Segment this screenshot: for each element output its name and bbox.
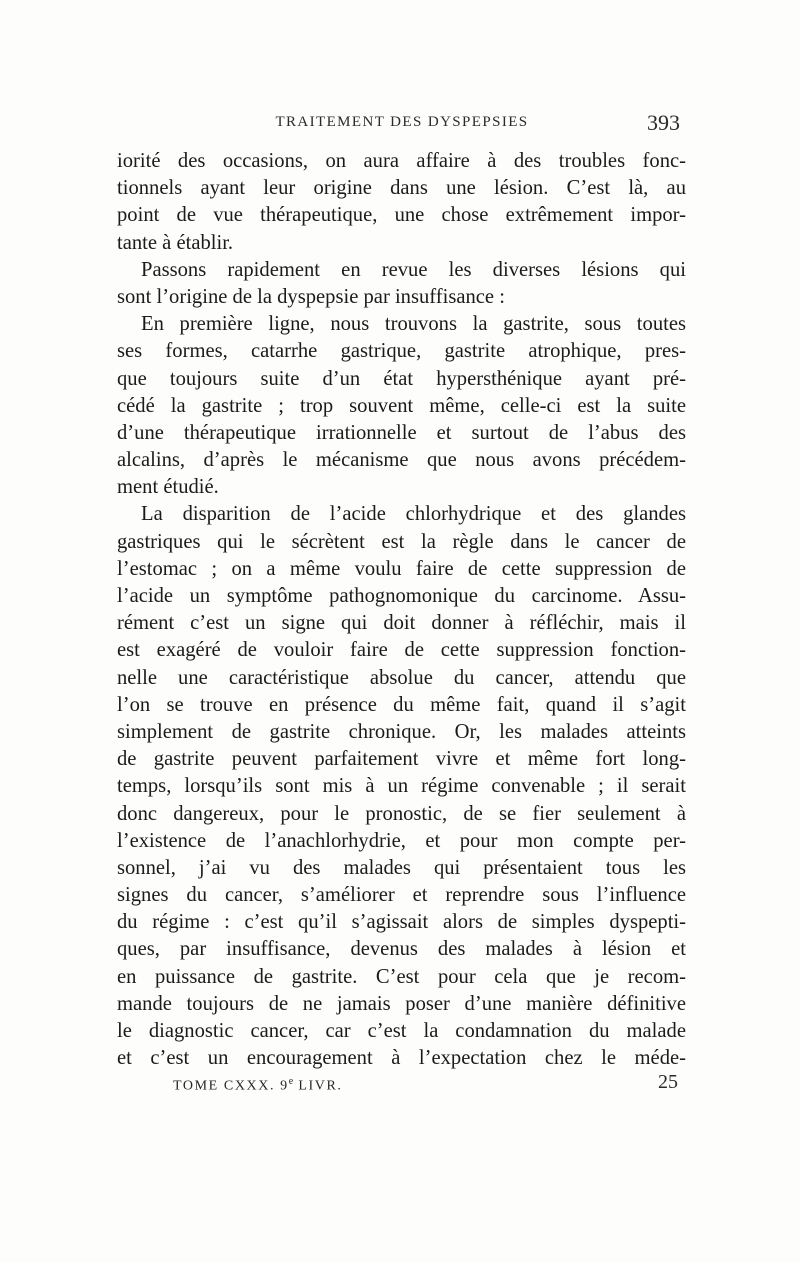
text-line: iorité des occasions, on aura affaire à des troubles fonc- (117, 150, 686, 172)
text-line: l’acide un symptôme pathognomonique du carcinome. Assu- (117, 585, 686, 607)
text-line: du régime : c’est qu’il s’agissait alors de simples dyspepti- (117, 911, 686, 934)
text-line: La disparition de l’acide chlorhydrique et des glandes (141, 503, 686, 526)
sheet-number: 25 (658, 1071, 678, 1093)
text-line: En première ligne, nous trouvons la gastrite, sous toutes (141, 313, 686, 336)
text-line: nelle une caractéristique absolue du cancer, attendu que (117, 666, 686, 689)
signature-mark (173, 1076, 343, 1095)
text-line: ment étudié. (117, 476, 219, 499)
text-line: rément c’est un signe qui doit donner à réfléchir, mais il (117, 612, 686, 635)
text-line: ses formes, catarrhe gastrique, gastrite atrophique, pres- (117, 340, 686, 363)
text-line: alcalins, d’après le mécanisme que nous avons précédem- (117, 449, 686, 472)
text-line: en puissance de gastrite. C’est pour cela que je recom- (117, 965, 686, 988)
text-line: sont l’origine de la dyspepsie par insuffisance : (117, 285, 505, 308)
text-line: donc dangereux, pour le pronostic, de se fier seulement à (117, 802, 686, 825)
text-line: d’une thérapeutique irrationnelle et surtout de l’abus des (117, 421, 686, 444)
signature-superscript: e (288, 1076, 294, 1087)
signature-text: TOME CXXX. 9 (173, 1078, 289, 1094)
text-line: l’existence de l’anachlorhydrie, et pour mon compte per- (117, 829, 686, 852)
text-line: de gastrite peuvent parfaitement vivre et même fort long- (117, 748, 686, 771)
text-line: que toujours suite d’un état hypersthénique ayant pré- (117, 367, 686, 390)
text-line: le diagnostic cancer, car c’est la condamnation du malade (117, 1020, 686, 1042)
text-line: tionnels ayant leur origine dans une lésion. C’est là, au (117, 177, 686, 200)
text-line: simplement de gastrite chronique. Or, les malades atteints (117, 720, 686, 743)
text-line: signes du cancer, s’améliorer et reprendre sous l’influence (117, 884, 686, 907)
text-line: gastriques qui le sécrètent est la règle dans le cancer de (117, 530, 686, 553)
text-line: Passons rapidement en revue les diverses lésions qui (141, 258, 686, 281)
page-footer (117, 1072, 686, 1098)
text-line: point de vue thérapeutique, une chose extrêmement impor- (117, 204, 686, 227)
running-title: TRAITEMENT DES DYSPEPSIES (275, 114, 529, 130)
text-line: l’on se trouve en présence du même fait, quand il s’agit (117, 693, 686, 716)
text-line: sonnel, j’ai vu des malades qui présentaient tous les (117, 856, 686, 879)
body-text (117, 148, 686, 1072)
page-number: 393 (647, 110, 680, 135)
text-line: mande toujours de ne jamais poser d’une manière définitive (117, 992, 686, 1015)
text-line: l’estomac ; on a même voulu faire de cette suppression de (117, 557, 686, 580)
text-line: et c’est un encouragement à l’expectation chez le méde- (117, 1047, 686, 1070)
text-line: est exagéré de vouloir faire de cette suppression fonction- (117, 639, 686, 662)
text-line: cédé la gastrite ; trop souvent même, celle-ci est la suite (117, 394, 686, 417)
signature-livr: LIVR. (293, 1078, 343, 1094)
text-line: ques, par insuffisance, devenus des malades à lésion et (117, 938, 686, 961)
text-line: temps, lorsqu’ils sont mis à un régime convenable ; il serait (117, 775, 686, 798)
text-line: tante à établir. (117, 231, 234, 254)
running-head (118, 110, 686, 140)
